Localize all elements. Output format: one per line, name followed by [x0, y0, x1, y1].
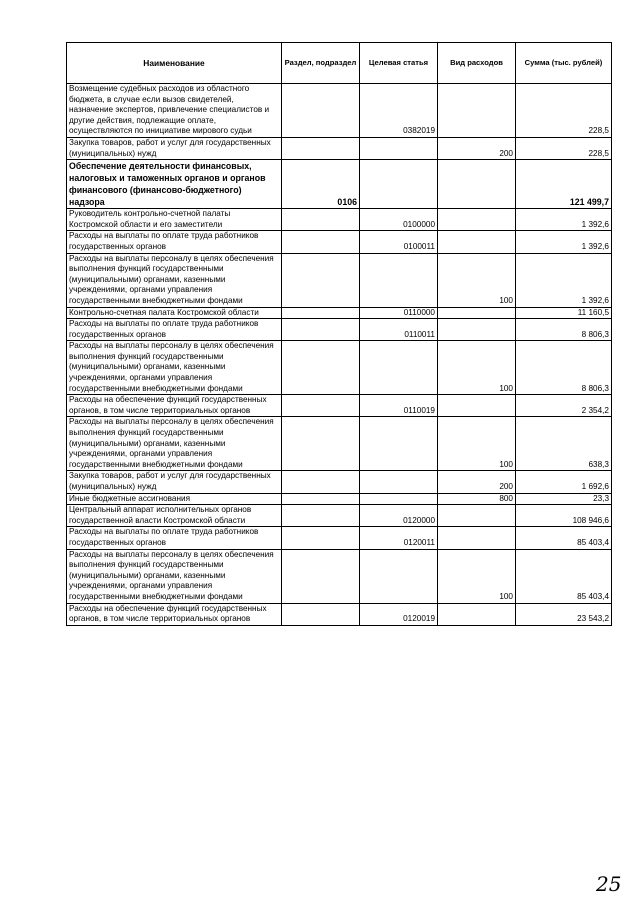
row-target [360, 341, 438, 395]
row-sum: 85 403,4 [516, 527, 612, 549]
table-row [67, 231, 612, 253]
row-section [282, 84, 360, 138]
row-type: 100 [438, 417, 516, 471]
row-type [438, 160, 516, 209]
row-sum: 23 543,2 [516, 603, 612, 625]
row-sum: 8 806,3 [516, 341, 612, 395]
header-name: Наименование [67, 43, 282, 84]
row-sum: 1 692,6 [516, 471, 612, 493]
header-type: Вид расходов [438, 43, 516, 84]
row-sum: 1 392,6 [516, 231, 612, 253]
row-name: Расходы на выплаты персоналу в целях обеспечения выполнения функций государственными (муниципальными) органами, казенными учреждениями, органами управления государственными внебюджетными фондами [67, 417, 282, 471]
row-target [360, 471, 438, 493]
row-section [282, 231, 360, 253]
row-target: 0110011 [360, 319, 438, 341]
row-type: 100 [438, 341, 516, 395]
row-target [360, 253, 438, 307]
row-type [438, 527, 516, 549]
header-section: Раздел, подраздел [282, 43, 360, 84]
row-target: 0100000 [360, 209, 438, 231]
row-name: Расходы на выплаты персоналу в целях обеспечения выполнения функций государственными (муниципальными) органами, казенными учреждениями, органами управления государственными внебюджетными фондами [67, 549, 282, 603]
row-type: 200 [438, 137, 516, 159]
row-name: Закупка товаров, работ и услуг для государственных (муниципальных) нужд [67, 471, 282, 493]
row-sum: 1 392,6 [516, 209, 612, 231]
row-sum: 108 946,6 [516, 505, 612, 527]
row-type [438, 319, 516, 341]
row-target [360, 160, 438, 209]
table-row [67, 493, 612, 505]
table-row [67, 471, 612, 493]
row-sum: 228,5 [516, 137, 612, 159]
row-sum: 8 806,3 [516, 319, 612, 341]
row-target [360, 493, 438, 505]
header-sum: Сумма (тыс. рублей) [516, 43, 612, 84]
table-row [67, 395, 612, 417]
table-row [67, 527, 612, 549]
row-section [282, 549, 360, 603]
row-section [282, 603, 360, 625]
row-name: Руководитель контрольно-счетной палаты Костромской области и его заместители [67, 209, 282, 231]
header-target: Целевая статья [360, 43, 438, 84]
table-row [67, 341, 612, 395]
row-target: 0100011 [360, 231, 438, 253]
row-section [282, 319, 360, 341]
row-name: Центральный аппарат исполнительных органов государственной власти Костромской области [67, 505, 282, 527]
row-type [438, 307, 516, 319]
row-sum: 11 160,5 [516, 307, 612, 319]
row-name: Расходы на обеспечение функций государственных органов, в том числе территориальных органов [67, 395, 282, 417]
row-sum: 1 392,6 [516, 253, 612, 307]
row-section [282, 505, 360, 527]
row-target: 0120011 [360, 527, 438, 549]
row-type: 100 [438, 253, 516, 307]
page-number: 25 [596, 872, 622, 896]
row-sum: 121 499,7 [516, 160, 612, 209]
row-type [438, 505, 516, 527]
table-row [67, 84, 612, 138]
row-target: 0110019 [360, 395, 438, 417]
table-row [67, 603, 612, 625]
row-name: Закупка товаров, работ и услуг для государственных (муниципальных) нужд [67, 137, 282, 159]
table-header-row [67, 43, 612, 84]
row-target [360, 417, 438, 471]
row-sum: 23,3 [516, 493, 612, 505]
row-target [360, 137, 438, 159]
row-section [282, 307, 360, 319]
row-name: Расходы на выплаты персоналу в целях обеспечения выполнения функций государственными (муниципальными) органами, казенными учреждениями, органами управления государственными внебюджетными фондами [67, 253, 282, 307]
row-name: Расходы на выплаты по оплате труда работников государственных органов [67, 231, 282, 253]
row-section [282, 209, 360, 231]
table-row [67, 549, 612, 603]
budget-table-sheet [66, 42, 611, 626]
table-row [67, 505, 612, 527]
row-section [282, 471, 360, 493]
table-row [67, 137, 612, 159]
table-row [67, 417, 612, 471]
row-type: 100 [438, 549, 516, 603]
row-type: 800 [438, 493, 516, 505]
row-type [438, 231, 516, 253]
row-type: 200 [438, 471, 516, 493]
row-target: 0110000 [360, 307, 438, 319]
row-type [438, 84, 516, 138]
row-type [438, 603, 516, 625]
row-section [282, 253, 360, 307]
table-row [67, 319, 612, 341]
row-target: 0120019 [360, 603, 438, 625]
row-name: Расходы на выплаты по оплате труда работников государственных органов [67, 319, 282, 341]
row-name: Возмещение судебных расходов из областного бюджета, в случае если вызов свидетелей, назначение экспертов, привлечение специалистов и другие действия, подлежащие оплате, осуществляются по инициативе мирового судьи [67, 84, 282, 138]
row-sum: 2 354,2 [516, 395, 612, 417]
row-target: 0120000 [360, 505, 438, 527]
row-section [282, 341, 360, 395]
row-target [360, 549, 438, 603]
row-section [282, 527, 360, 549]
row-name: Обеспечение деятельности финансовых, налоговых и таможенных органов и органов финансового (финансово-бюджетного) надзора [67, 160, 282, 209]
row-name: Расходы на выплаты персоналу в целях обеспечения выполнения функций государственными (муниципальными) органами, казенными учреждениями, органами управления государственными внебюджетными фондами [67, 341, 282, 395]
row-name: Расходы на обеспечение функций государственных органов, в том числе территориальных органов [67, 603, 282, 625]
table-row [67, 307, 612, 319]
row-section: 0106 [282, 160, 360, 209]
row-name: Расходы на выплаты по оплате труда работников государственных органов [67, 527, 282, 549]
row-section [282, 137, 360, 159]
table-row [67, 209, 612, 231]
row-section [282, 395, 360, 417]
row-section [282, 493, 360, 505]
row-type [438, 209, 516, 231]
row-target: 0382019 [360, 84, 438, 138]
row-section [282, 417, 360, 471]
row-name: Иные бюджетные ассигнования [67, 493, 282, 505]
row-sum: 638,3 [516, 417, 612, 471]
row-type [438, 395, 516, 417]
budget-table [66, 42, 612, 626]
row-name: Контрольно-счетная палата Костромской области [67, 307, 282, 319]
row-sum: 85 403,4 [516, 549, 612, 603]
table-row [67, 253, 612, 307]
row-sum: 228,5 [516, 84, 612, 138]
table-row [67, 160, 612, 209]
table-body [67, 84, 612, 626]
